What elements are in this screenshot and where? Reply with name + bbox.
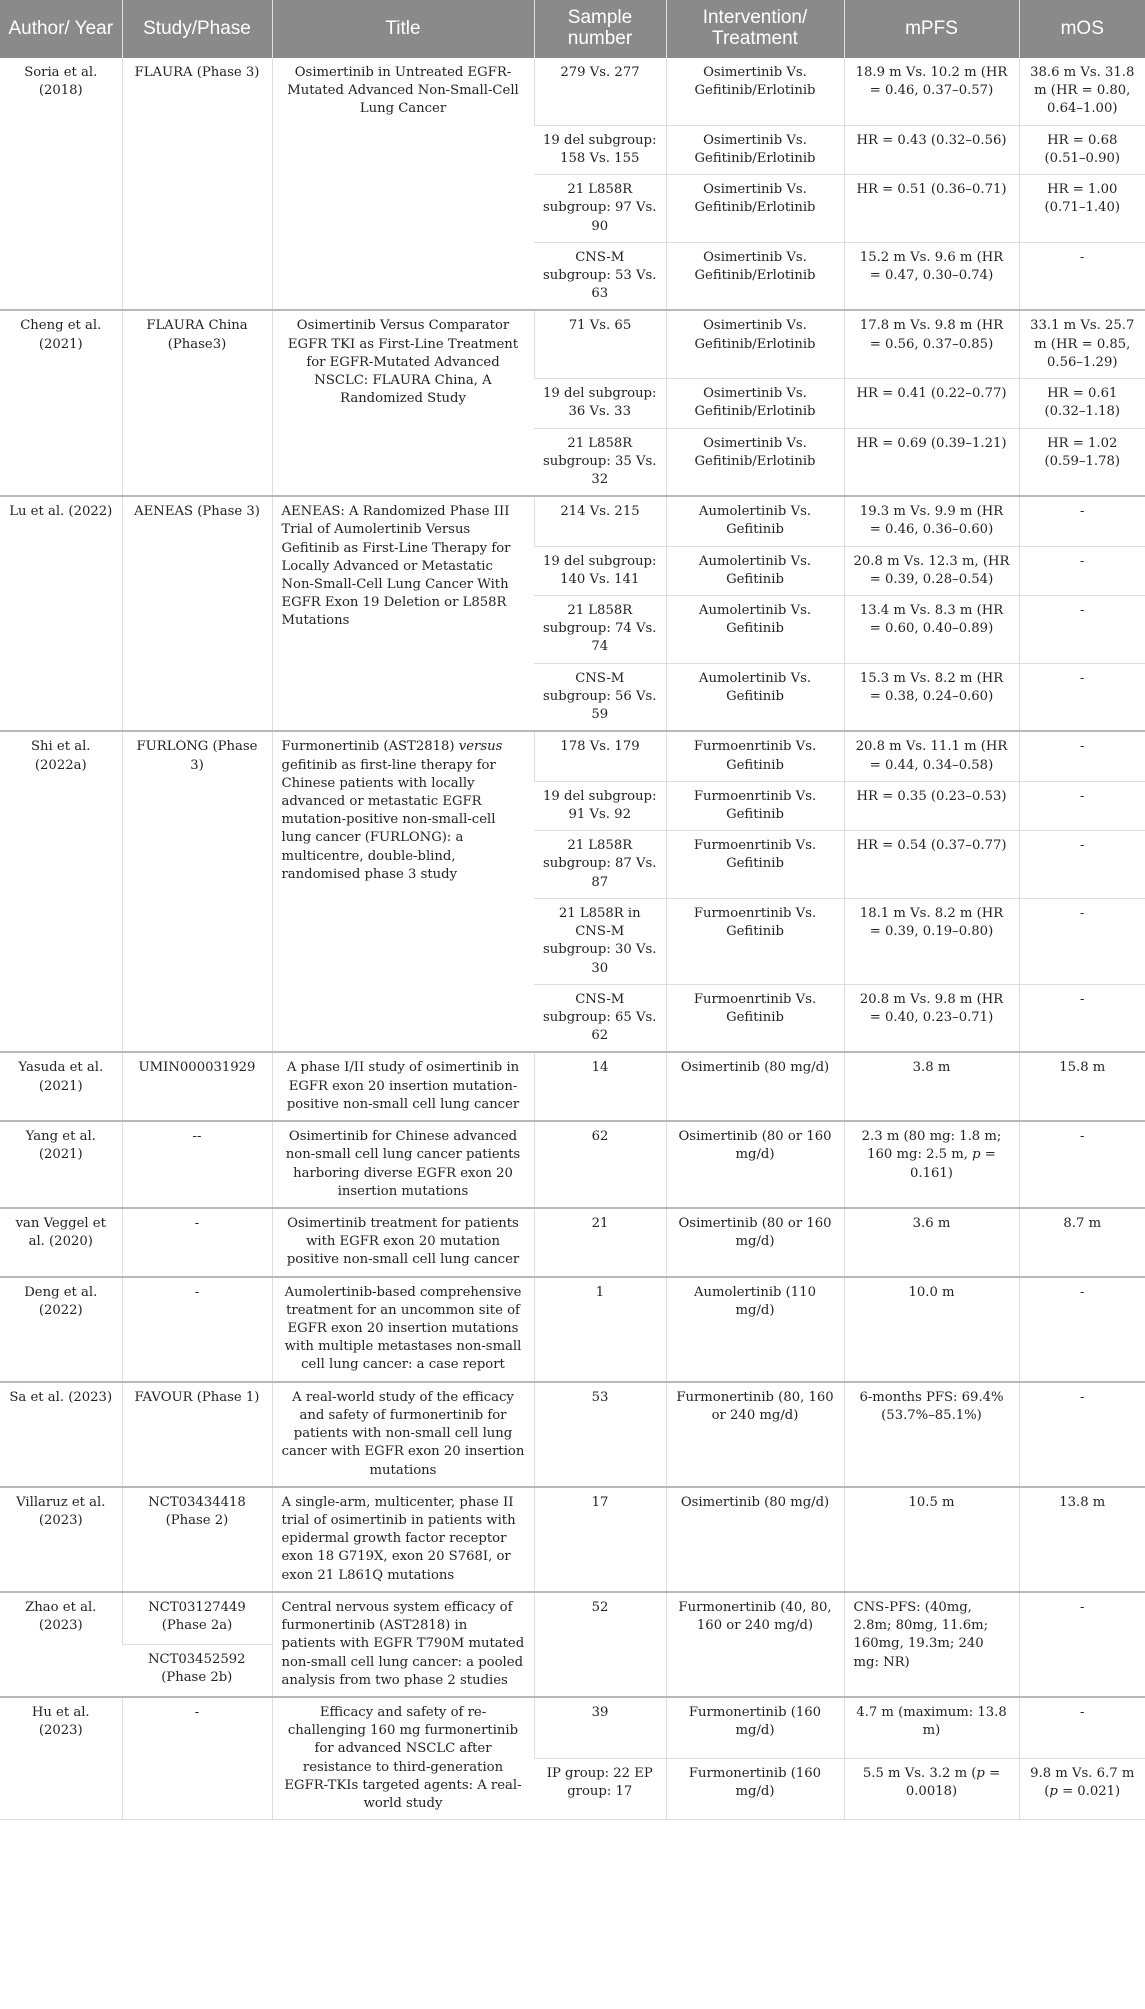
treatment-cell: Osimertinib Vs. Gefitinib/Erlotinib	[666, 58, 844, 125]
mos-cell: -	[1019, 831, 1145, 899]
sample-cell: CNS-M subgroup: 65 Vs. 62	[534, 984, 666, 1052]
study-cell: FURLONG (Phase 3)	[122, 731, 272, 1052]
sample-cell: 19 del subgroup: 36 Vs. 33	[534, 379, 666, 428]
treatment-cell: Osimertinib (80 mg/d)	[666, 1487, 844, 1592]
mos-cell: -	[1019, 1277, 1145, 1382]
mpfs-cell: CNS-PFS: (40mg, 2.8m; 80mg, 11.6m; 160mg, 19.3m; 240 mg: NR)	[844, 1592, 1019, 1697]
sample-cell: 19 del subgroup: 140 Vs. 141	[534, 546, 666, 595]
mpfs-cell: 5.5 m Vs. 3.2 m (p = 0.0018)	[844, 1759, 1019, 1820]
treatment-cell: Aumolertinib Vs. Gefitinib	[666, 546, 844, 595]
sample-cell: 19 del subgroup: 158 Vs. 155	[534, 125, 666, 174]
mos-cell: -	[1019, 731, 1145, 781]
header-study: Study/Phase	[122, 0, 272, 58]
header-row	[0, 0, 1145, 58]
mos-cell: HR = 1.02 (0.59–1.78)	[1019, 428, 1145, 496]
treatment-cell: Osimertinib Vs. Gefitinib/Erlotinib	[666, 310, 844, 378]
author-cell: Lu et al. (2022)	[0, 496, 122, 731]
table-row	[0, 496, 1145, 546]
sample-cell: 21 L858R subgroup: 97 Vs. 90	[534, 175, 666, 243]
mpfs-cell: HR = 0.69 (0.39–1.21)	[844, 428, 1019, 496]
mpfs-cell: 10.5 m	[844, 1487, 1019, 1592]
study-cell: NCT03127449 (Phase 2a)	[122, 1592, 272, 1645]
sample-cell: 1	[534, 1277, 666, 1382]
title-cell: Osimertinib treatment for patients with EGFR exon 20 mutation positive non-small cell lung cancer	[272, 1208, 534, 1277]
treatment-cell: Furmoenrtinib Vs. Gefitinib	[666, 831, 844, 899]
mpfs-cell: HR = 0.41 (0.22–0.77)	[844, 379, 1019, 428]
treatment-cell: Furmonertinib (40, 80, 160 or 240 mg/d)	[666, 1592, 844, 1697]
title-cell: A phase I/II study of osimertinib in EGFR exon 20 insertion mutation-positive non-small cell lung cancer	[272, 1052, 534, 1121]
study-cell: AENEAS (Phase 3)	[122, 496, 272, 731]
table-row	[0, 1487, 1145, 1592]
sample-cell: 279 Vs. 277	[534, 58, 666, 125]
sample-cell: 17	[534, 1487, 666, 1592]
mpfs-cell: 18.1 m Vs. 8.2 m (HR = 0.39, 0.19–0.80)	[844, 898, 1019, 984]
mpfs-cell: 20.8 m Vs. 12.3 m, (HR = 0.39, 0.28–0.54)	[844, 546, 1019, 595]
mpfs-cell: 2.3 m (80 mg: 1.8 m; 160 mg: 2.5 m, p = 0.161)	[844, 1121, 1019, 1208]
author-cell: Zhao et al. (2023)	[0, 1592, 122, 1697]
title-cell: Osimertinib Versus Comparator EGFR TKI as First-Line Treatment for EGFR-Mutated Advanced NSCLC: FLAURA China, A Randomized Study	[272, 310, 534, 496]
study-cell: -	[122, 1208, 272, 1277]
mos-cell: HR = 1.00 (0.71–1.40)	[1019, 175, 1145, 243]
study-cell: NCT03452592 (Phase 2b)	[122, 1644, 272, 1697]
table-row	[0, 1382, 1145, 1487]
mos-cell: -	[1019, 984, 1145, 1052]
table-row	[0, 1052, 1145, 1121]
mos-cell: -	[1019, 242, 1145, 310]
author-cell: van Veggel et al. (2020)	[0, 1208, 122, 1277]
title-cell: A single-arm, multicenter, phase II trial of osimertinib in patients with epidermal growth factor receptor exon 18 G719X, exon 20 S768I, or exon 21 L861Q mutations	[272, 1487, 534, 1592]
sample-cell: 21 L858R in CNS-M subgroup: 30 Vs. 30	[534, 898, 666, 984]
table-row	[0, 1277, 1145, 1382]
mos-cell: 15.8 m	[1019, 1052, 1145, 1121]
treatment-cell: Furmonertinib (160 mg/d)	[666, 1697, 844, 1759]
mos-cell: 9.8 m Vs. 6.7 m (p = 0.021)	[1019, 1759, 1145, 1820]
sample-cell: 21 L858R subgroup: 74 Vs. 74	[534, 596, 666, 664]
treatment-cell: Osimertinib Vs. Gefitinib/Erlotinib	[666, 175, 844, 243]
mpfs-cell: 4.7 m (maximum: 13.8 m)	[844, 1697, 1019, 1759]
mos-cell: -	[1019, 781, 1145, 830]
sample-cell: 19 del subgroup: 91 Vs. 92	[534, 781, 666, 830]
sample-cell: 214 Vs. 215	[534, 496, 666, 546]
title-cell: Furmonertinib (AST2818) versus gefitinib as first-line therapy for Chinese patients with locally advanced or metastatic EGFR mutation-positive non-small-cell lung cancer (FURLONG): a multicentre, double-blind, randomised phase 3 study	[272, 731, 534, 1052]
mos-cell: -	[1019, 663, 1145, 731]
author-cell: Villaruz et al. (2023)	[0, 1487, 122, 1592]
study-cell: -	[122, 1697, 272, 1820]
title-cell: Osimertinib in Untreated EGFR-Mutated Advanced Non-Small-Cell Lung Cancer	[272, 58, 534, 310]
title-cell: A real-world study of the efficacy and safety of furmonertinib for patients with non-small cell lung cancer with EGFR exon 20 insertion mutations	[272, 1382, 534, 1487]
study-cell: FLAURA China (Phase3)	[122, 310, 272, 496]
title-cell: Aumolertinib-based comprehensive treatment for an uncommon site of EGFR exon 20 insertion mutations with multiple metastases non-small cell lung cancer: a case report	[272, 1277, 534, 1382]
title-cell: AENEAS: A Randomized Phase III Trial of Aumolertinib Versus Gefitinib as First-Line Therapy for Locally Advanced or Metastatic Non-Small-Cell Lung Cancer With EGFR Exon 19 Deletion or L858R Mutations	[272, 496, 534, 731]
treatment-cell: Furmoenrtinib Vs. Gefitinib	[666, 781, 844, 830]
treatment-cell: Furmoenrtinib Vs. Gefitinib	[666, 731, 844, 781]
mpfs-cell: HR = 0.51 (0.36–0.71)	[844, 175, 1019, 243]
mpfs-cell: HR = 0.43 (0.32–0.56)	[844, 125, 1019, 174]
treatment-cell: Furmonertinib (160 mg/d)	[666, 1759, 844, 1820]
mos-cell: -	[1019, 1382, 1145, 1487]
header-mpfs: mPFS	[844, 0, 1019, 58]
mpfs-cell: 15.2 m Vs. 9.6 m (HR = 0.47, 0.30–0.74)	[844, 242, 1019, 310]
treatment-cell: Osimertinib Vs. Gefitinib/Erlotinib	[666, 428, 844, 496]
header-sample: Sample number	[534, 0, 666, 58]
mos-cell: -	[1019, 1697, 1145, 1759]
table-row	[0, 1208, 1145, 1277]
sample-cell: 21	[534, 1208, 666, 1277]
treatment-cell: Aumolertinib Vs. Gefitinib	[666, 596, 844, 664]
table-row	[0, 1121, 1145, 1208]
author-cell: Soria et al. (2018)	[0, 58, 122, 310]
sample-cell: 52	[534, 1592, 666, 1697]
header-mos: mOS	[1019, 0, 1145, 58]
mos-cell: 13.8 m	[1019, 1487, 1145, 1592]
table-row	[0, 1592, 1145, 1645]
table-row	[0, 1697, 1145, 1759]
title-cell: Osimertinib for Chinese advanced non-small cell lung cancer patients harboring diverse EGFR exon 20 insertion mutations	[272, 1121, 534, 1208]
author-cell: Shi et al. (2022a)	[0, 731, 122, 1052]
mpfs-cell: 3.8 m	[844, 1052, 1019, 1121]
treatment-cell: Osimertinib Vs. Gefitinib/Erlotinib	[666, 242, 844, 310]
study-cell: UMIN000031929	[122, 1052, 272, 1121]
sample-cell: CNS-M subgroup: 53 Vs. 63	[534, 242, 666, 310]
author-cell: Yang et al. (2021)	[0, 1121, 122, 1208]
title-cell: Central nervous system efficacy of furmonertinib (AST2818) in patients with EGFR T790M mutated non-small cell lung cancer: a pooled analysis from two phase 2 studies	[272, 1592, 534, 1697]
mpfs-cell: 6-months PFS: 69.4% (53.7%–85.1%)	[844, 1382, 1019, 1487]
mos-cell: -	[1019, 546, 1145, 595]
mos-cell: HR = 0.68 (0.51–0.90)	[1019, 125, 1145, 174]
sample-cell: 71 Vs. 65	[534, 310, 666, 378]
author-cell: Sa et al. (2023)	[0, 1382, 122, 1487]
header-treatment: Intervention/ Treatment	[666, 0, 844, 58]
treatment-cell: Osimertinib Vs. Gefitinib/Erlotinib	[666, 379, 844, 428]
mpfs-cell: 15.3 m Vs. 8.2 m (HR = 0.38, 0.24–0.60)	[844, 663, 1019, 731]
treatment-cell: Furmoenrtinib Vs. Gefitinib	[666, 898, 844, 984]
mpfs-cell: 20.8 m Vs. 9.8 m (HR = 0.40, 0.23–0.71)	[844, 984, 1019, 1052]
study-cell: --	[122, 1121, 272, 1208]
treatment-cell: Aumolertinib (110 mg/d)	[666, 1277, 844, 1382]
header-author: Author/ Year	[0, 0, 122, 58]
sample-cell: 62	[534, 1121, 666, 1208]
title-cell: Efficacy and safety of re-challenging 160 mg furmonertinib for advanced NSCLC after resistance to third-generation EGFR-TKIs targeted agents: A real-world study	[272, 1697, 534, 1820]
mos-cell: -	[1019, 1592, 1145, 1697]
sample-cell: 21 L858R subgroup: 87 Vs. 87	[534, 831, 666, 899]
sample-cell: CNS-M subgroup: 56 Vs. 59	[534, 663, 666, 731]
header-title: Title	[272, 0, 534, 58]
author-cell: Hu et al. (2023)	[0, 1697, 122, 1820]
mpfs-cell: 10.0 m	[844, 1277, 1019, 1382]
table-row	[0, 58, 1145, 125]
mos-cell: -	[1019, 596, 1145, 664]
sample-cell: 178 Vs. 179	[534, 731, 666, 781]
mpfs-cell: 17.8 m Vs. 9.8 m (HR = 0.56, 0.37–0.85)	[844, 310, 1019, 378]
study-cell: -	[122, 1277, 272, 1382]
sample-cell: IP group: 22 EP group: 17	[534, 1759, 666, 1820]
study-cell: NCT03434418 (Phase 2)	[122, 1487, 272, 1592]
treatment-cell: Furmoenrtinib Vs. Gefitinib	[666, 984, 844, 1052]
treatment-cell: Osimertinib Vs. Gefitinib/Erlotinib	[666, 125, 844, 174]
mpfs-cell: 3.6 m	[844, 1208, 1019, 1277]
sample-cell: 21 L858R subgroup: 35 Vs. 32	[534, 428, 666, 496]
mos-cell: HR = 0.61 (0.32–1.18)	[1019, 379, 1145, 428]
mpfs-cell: HR = 0.54 (0.37–0.77)	[844, 831, 1019, 899]
treatment-cell: Aumolertinib Vs. Gefitinib	[666, 663, 844, 731]
mos-cell: 8.7 m	[1019, 1208, 1145, 1277]
mos-cell: -	[1019, 898, 1145, 984]
mpfs-cell: 13.4 m Vs. 8.3 m (HR = 0.60, 0.40–0.89)	[844, 596, 1019, 664]
author-cell: Yasuda et al. (2021)	[0, 1052, 122, 1121]
mpfs-cell: 19.3 m Vs. 9.9 m (HR = 0.46, 0.36–0.60)	[844, 496, 1019, 546]
author-cell: Deng et al. (2022)	[0, 1277, 122, 1382]
sample-cell: 53	[534, 1382, 666, 1487]
treatment-cell: Osimertinib (80 or 160 mg/d)	[666, 1121, 844, 1208]
table-row	[0, 731, 1145, 781]
table-row	[0, 310, 1145, 378]
mos-cell: -	[1019, 1121, 1145, 1208]
mpfs-cell: HR = 0.35 (0.23–0.53)	[844, 781, 1019, 830]
treatment-cell: Furmonertinib (80, 160 or 240 mg/d)	[666, 1382, 844, 1487]
sample-cell: 14	[534, 1052, 666, 1121]
author-cell: Cheng et al. (2021)	[0, 310, 122, 496]
treatment-cell: Osimertinib (80 mg/d)	[666, 1052, 844, 1121]
study-cell: FLAURA (Phase 3)	[122, 58, 272, 310]
mos-cell: -	[1019, 496, 1145, 546]
mpfs-cell: 18.9 m Vs. 10.2 m (HR = 0.46, 0.37–0.57)	[844, 58, 1019, 125]
study-cell: FAVOUR (Phase 1)	[122, 1382, 272, 1487]
mos-cell: 33.1 m Vs. 25.7 m (HR = 0.85, 0.56–1.29)	[1019, 310, 1145, 378]
mos-cell: 38.6 m Vs. 31.8 m (HR = 0.80, 0.64–1.00)	[1019, 58, 1145, 125]
treatment-cell: Osimertinib (80 or 160 mg/d)	[666, 1208, 844, 1277]
mpfs-cell: 20.8 m Vs. 11.1 m (HR = 0.44, 0.34–0.58)	[844, 731, 1019, 781]
sample-cell: 39	[534, 1697, 666, 1759]
treatment-cell: Aumolertinib Vs. Gefitinib	[666, 496, 844, 546]
